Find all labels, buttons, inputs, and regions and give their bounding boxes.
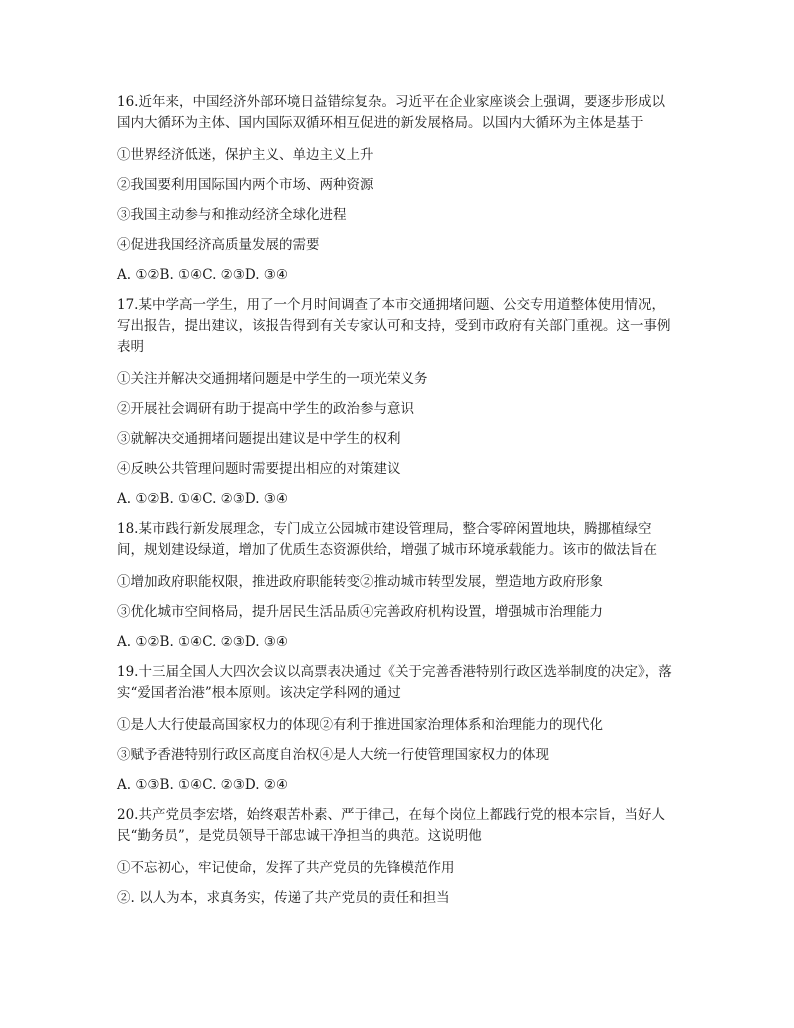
option: ④促进我国经济高质量发展的需要 (117, 237, 320, 253)
question-stem: 18.某市践行新发展理念，专门成立公园城市建设管理局，整合零碎闲置地块，腾挪植绿空间，规划建设绿道，增加了优质生态资源供给，增强了城市环境承载能力。该市的做法旨在 (117, 521, 657, 558)
question-17 (117, 295, 677, 510)
question-stem: 16.近年来，中国经济外部环境日益错综复杂。习近平在企业家座谈会上强调，要逐步形成以国内大循环为主体、国内国际双循环相互促进的新发展格局。以国内大循环为主体是基于 (117, 94, 665, 131)
question-stem: 19.十三届全国人大四次会议以高票表决通过《关于完善香港特别行政区选举制度的决定》，落实“爱国者治港”根本原则。该决定学科网的通过 (117, 664, 672, 701)
option: ①增加政府职能权限，推进政府职能转变②推动城市转型发展，塑造地方政府形象 (117, 574, 603, 590)
answer-choices: A. ①②B. ①④C. ②③D. ③④ (117, 634, 289, 650)
question-19 (117, 662, 677, 796)
option: ④反映公共管理问题时需要提出相应的对策建议 (117, 461, 401, 477)
question-18 (117, 519, 677, 653)
option: ①世界经济低迷，保护主义、单边主义上升 (117, 147, 374, 163)
option: ②开展社会调研有助于提高中学生的政治参与意识 (117, 401, 414, 417)
option: ①是人大行使最高国家权力的体现②有利于推进国家治理体系和治理能力的现代化 (117, 717, 603, 733)
option: ③就解决交通拥堵问题提出建议是中学生的权利 (117, 431, 401, 447)
option: ②. 以人为本，求真务实，传递了共产党员的责任和担当 (117, 890, 450, 906)
option: ①关注并解决交通拥堵问题是中学生的一项光荣义务 (117, 371, 428, 387)
question-16 (117, 92, 677, 286)
option: ②我国要利用国际国内两个市场、两种资源 (117, 177, 374, 193)
option: ③赋予香港特别行政区高度自治权④是人大统一行使管理国家权力的体现 (117, 747, 549, 763)
question-stem: 20.共产党员李宏塔，始终艰苦朴素、严于律己，在每个岗位上都践行党的根本宗旨，当好人民“勤务员”，是党员领导干部忠诚干净担当的典范。这说明他 (117, 807, 665, 844)
answer-choices: A. ①②B. ①④C. ②③D. ③④ (117, 267, 289, 283)
answer-choices: A. ①③B. ①④C. ②③D. ②④ (117, 777, 289, 793)
exam-page (117, 92, 677, 918)
question-stem: 17.某中学高一学生，用了一个月时间调查了本市交通拥堵问题、公交专用道整体使用情况，写出报告，提出建议，该报告得到有关专家认可和支持，受到市政府有关部门重视。这一事例表明 (117, 297, 671, 355)
option: ③我国主动参与和推动经济全球化进程 (117, 207, 347, 223)
option: ①不忘初心，牢记使命，发挥了共产党员的先锋模范作用 (117, 860, 455, 876)
option: ③优化城市空间格局，提升居民生活品质④完善政府机构设置，增强城市治理能力 (117, 604, 603, 620)
question-20 (117, 805, 677, 909)
answer-choices: A. ①②B. ①④C. ②③D. ③④ (117, 491, 289, 507)
